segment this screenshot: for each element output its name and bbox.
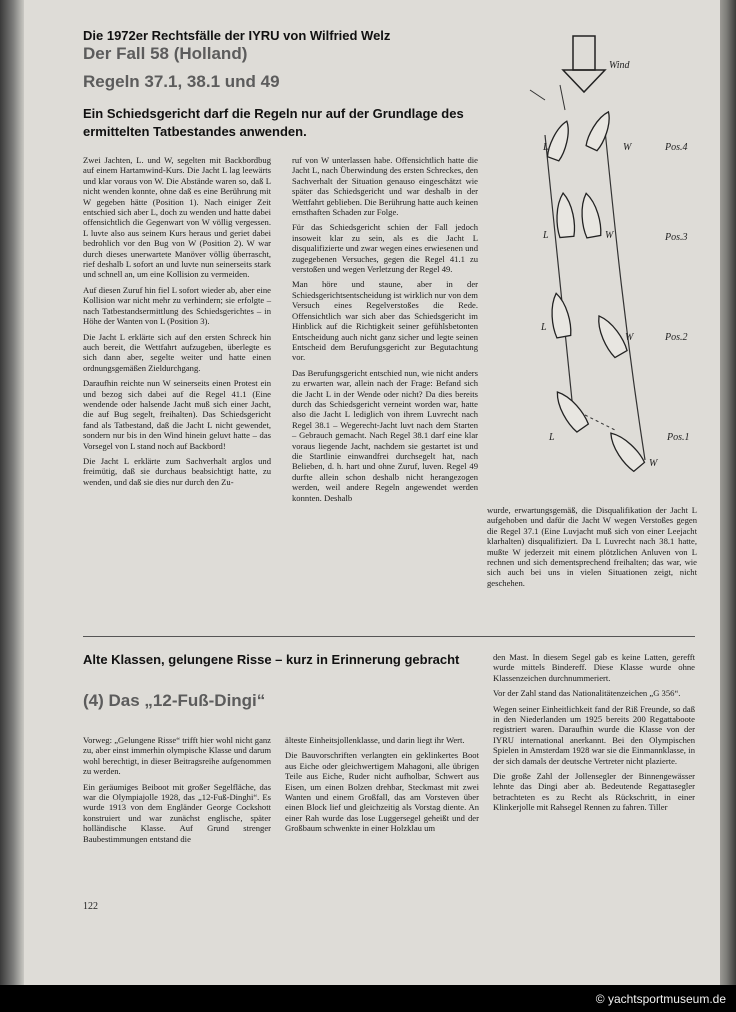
paragraph: Die Bauvorschriften verlangten ein geklinkertes Boot aus Eiche oder gleichwertigem Mahagoni, alle übrigen Teile aus Eiche, Ruder nicht aufholbar, Schwert aus Eisen, um einen Bolzen drehbar, Steckmast mit zwei Wanten und einem Großfall, das am Vorsteven über einen Block lief und gleichzeitig als Vorstag diente. An einer Rah wurde das lose Luggersegel geheißt und der Großbaum schwenkte in einer Holzklau um bbox=[285, 750, 479, 834]
paragraph: ruf von W unterlassen habe. Offensichtlich hatte die Jacht L, nach Überwindung des ersten Schreckes, den Sachverhalt der Situation genauso eingeschätzt wie später das Schiedsgericht und war deshalb in der Wettfahrt geblieben. Die Berührung hatte auch keinen ernsthaften Schaden zur Folge. bbox=[292, 155, 478, 218]
article2-column-1 bbox=[83, 735, 271, 849]
paragraph: Die Jacht L erklärte zum Sachverhalt arglos und freimütig, daß sie durchaus beabsichtigt hatte, zu wenden, und daß sie dies nur durch den Zu- bbox=[83, 455, 271, 487]
series-header: Alte Klassen, gelungene Risse – kurz in Erinnerung gebracht bbox=[83, 652, 460, 667]
position-label: Pos.1 bbox=[667, 432, 690, 443]
paragraph: Vor der Zahl stand das Nationalitätenzeichen „G 356“. bbox=[493, 688, 681, 699]
paragraph: Ein geräumiges Beiboot mit großer Segelfläche, das war die Olympiajolle 1928, das „12-Fuß-Dinghi“. Es wurde 1913 von dem Engländer George Cockshott konstruiert und war zunächst englische, später holländische Klasse. Auf Grund strenger Baubestimmungen entstand die bbox=[83, 781, 271, 844]
paragraph: Wegen seiner Einheitlichkeit fand der Riß Freunde, so daß in den Niederlanden um 1925 bereits 200 Regattaboote registriert waren. Daraufhin wurde die Klasse von der IYRU international anerkannt. Bei den Olympischen Spielen in Amsterdam 1928 war sie die Einmannklasse, in der sich damals der deutsche Vertreter nicht plazierte. bbox=[493, 703, 695, 766]
paragraph: älteste Einheitsjollenklasse, und darin liegt ihr Wert. bbox=[285, 735, 465, 745]
case-title: Der Fall 58 (Holland) bbox=[83, 44, 248, 63]
paragraph: Man höre und staune, aber in der Schiedsgerichtsentscheidung ist wirklich nur von dem Versuch eines Regelverstoßes die Rede. Offensichtlich war sich aber das Schiedsgericht im Hinblick auf die Richtigkeit seiner gefühlsbetonten Entscheidung auch nicht ganz sicher und legte seinen Entscheid dem Berufungsgericht zur Begutachtung vor. bbox=[292, 279, 478, 363]
paragraph: Für das Schiedsgericht schien der Fall jedoch insoweit klar zu sein, als es die Jacht L disqualifizierte und zwar wegen eines erwiesenen und zugegebenen Versuches, gegen die Regel 41.1 zu verstoßen und wegen Verletzung der Regel 49. bbox=[292, 222, 478, 275]
paragraph: Das Berufungsgericht entschied nun, wie nicht anders zu erwarten war, allein nach der Frage: Befand sich die Jacht L in der Wende oder nicht? Da dies bereits durch das Schiedsgericht verneint worden war, hatte also die Jacht L lediglich von ihrem Luvrecht nach Regel 38.1 – Wegerecht-Jacht luvt nach dem Starten – Gebrauch gemacht. Nach Regel 38.1 darf eine klar voraus liegende Jacht, nachdem sie gestartet ist und die Startlinie einwandfrei durchsegelt hat, nach Belieben, d. h. hart und ohne Zuruf, luven. Regel 49 durfte allein schon deshalb nicht herangezogen werden, weil andere Regeln angewendet werden konnten. Deshalb bbox=[292, 367, 478, 503]
article1-column-1 bbox=[83, 155, 271, 492]
article2-column-3 bbox=[493, 652, 695, 818]
boat-label-w: W bbox=[649, 458, 658, 469]
paragraph: Daraufhin reichte nun W seinerseits einen Protest ein und bezog sich dabei auf die Regel 41.1 (Eine wendende oder halsende Jacht muß sich einer Jacht, die auf Bug segelt, freihalten). Das Schiedsgericht fand als Tatbestand, daß die Jacht L nicht gewendet, sondern nur bis in den Wind hinein geluvt hatte – das Vorsegel von L stand noch auf Backbord! bbox=[83, 378, 271, 451]
wind-arrow-icon bbox=[563, 36, 605, 92]
boat-label-l: L bbox=[543, 230, 549, 241]
boat-label-w: W bbox=[625, 332, 634, 343]
boat-label-l: L bbox=[549, 432, 555, 443]
boat-label-l: L bbox=[541, 322, 547, 333]
page-number: 122 bbox=[83, 901, 98, 912]
article1-column-3 bbox=[487, 505, 697, 593]
boat-w-pos2 bbox=[592, 312, 629, 359]
boat-w-pos3 bbox=[578, 192, 602, 238]
position-label: Pos.2 bbox=[665, 332, 688, 343]
boat-w-pos4 bbox=[585, 109, 616, 152]
footer-bar bbox=[0, 985, 736, 1012]
paragraph: Vorweg: „Gelungene Risse“ trifft hier wohl nicht ganz zu, aber einst immerhin olympische Klasse und darum wohl berechtigt, in dieser Beitragsreihe aufgenommen zu werden. bbox=[83, 735, 271, 777]
paragraph: Zwei Jachten, L. und W, segelten mit Backbordbug auf einem Hartamwind-Kurs. Die Jacht L lag leewärts und klar voraus von W. Die Abstände waren so, daß L nicht wenden konnte, ohne daß es eine Berührung mit W gegeben hätte (Position 1). Nach einiger Zeit entschied sich aber L, doch zu wenden und hatte dabei offensichtlich die Gegenwart von W völlig vergessen. L luvte also aus seinem Kurs heraus und geriet dabei bedrohlich vor den Bug von W (Position 2). W war durch dieses unerwartete Manöver völlig überrascht, rief deshalb L sofort an und luvte nun seinerseits stark und schnell an, um eine Kollision zu vermeiden. bbox=[83, 155, 271, 280]
series-title: Die 1972er Rechtsfälle der IYRU von Wilfried Welz bbox=[83, 28, 391, 43]
position-label: Pos.3 bbox=[665, 232, 688, 243]
boat-label-w: W bbox=[623, 142, 632, 153]
book-spine bbox=[0, 0, 24, 985]
boat-l-pos1 bbox=[550, 387, 589, 433]
boat-w-pos1 bbox=[604, 428, 645, 473]
article2-column-2 bbox=[285, 735, 479, 839]
paragraph: Die Jacht L erklärte sich auf den ersten Schreck hin auch bereit, die Wettfahrt aufzugeben, überlegte es sich dann aber, segelte weiter und hatte einen ordnungsgemäßen Zieldurchgang. bbox=[83, 331, 271, 373]
wind-label: Wind bbox=[609, 60, 630, 71]
article2-title: (4) Das „12-Fuß-Dingi“ bbox=[83, 691, 266, 710]
sailing-diagram bbox=[515, 30, 710, 500]
boat-label-l: L bbox=[543, 142, 549, 153]
credit-text: © yachtsportmuseum.de bbox=[595, 992, 726, 1006]
paragraph: Die große Zahl der Jollensegler der Binnengewässer lehnte das Dingi aber ab. Bedeutende Regattasegler betrachteten es zu Recht als Rückschritt, in einer Klinkerjolle mit Rahsegel Rennen zu fahren. Tiller bbox=[493, 771, 695, 813]
section-divider bbox=[83, 636, 695, 637]
paragraph: Auf diesen Zuruf hin fiel L sofort wieder ab, aber eine Kollision war nicht mehr zu verhindern; sie erfolgte – nach Tatbestandsermittlung des Schiedsgerichtes – in Höhe der Wanten von L (Position 3). bbox=[83, 284, 271, 327]
paragraph: wurde, erwartungsgemäß, die Disqualifikation der Jacht L aufgehoben und dafür die Jacht W wegen Verstoßes gegen die Regel 37.1 (Eine Luvjacht muß sich von einer Leejacht klarhalten) disqualifiziert. Da L Luvrecht nach 38.1 hatte, mußte W jederzeit mit einem plötzlichen Anluven von L rechnen und sich dementsprechend freihalten; das war, wie sich auch bei uns in vielen Situationen zeigt, nicht geschehen. bbox=[487, 505, 697, 588]
boat-label-w: W bbox=[605, 230, 614, 241]
boat-l-pos4 bbox=[546, 119, 574, 162]
boat-l-pos3 bbox=[555, 192, 576, 237]
rules-title: Regeln 37.1, 38.1 und 49 bbox=[83, 72, 280, 91]
article1-column-2 bbox=[292, 155, 478, 508]
paragraph: den Mast. In diesem Segel gab es keine Latten, gerefft wurde mittels Bindereff. Diese Klasse wurde ohne Klassenzeichen durchnummeriert. bbox=[493, 652, 695, 683]
boat-l-pos2 bbox=[548, 292, 572, 338]
position-label: Pos.4 bbox=[665, 142, 688, 153]
article-subtitle: Ein Schiedsgericht darf die Regeln nur auf der Grundlage des ermittelten Tatbestandes anwenden. bbox=[83, 106, 464, 139]
